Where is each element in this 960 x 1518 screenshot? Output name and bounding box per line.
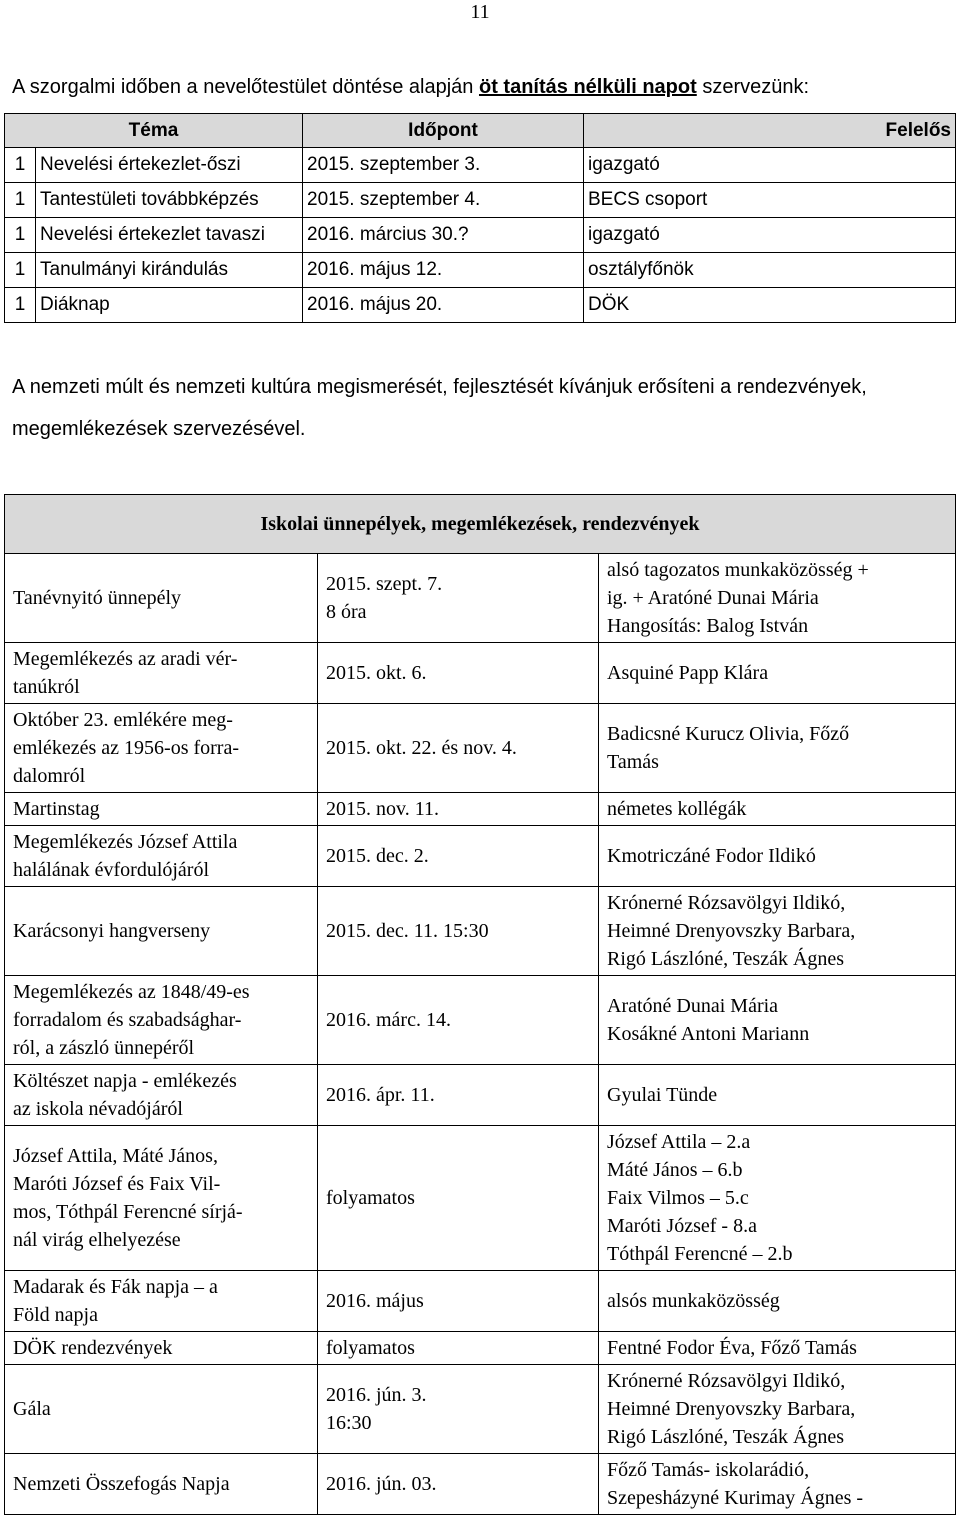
event-responsible-line: Kmotriczáné Fodor Ildikó	[607, 845, 816, 867]
event-responsible-line: alsó tagozatos munkaközösség +	[607, 559, 869, 581]
event-date-line: 2016. márc. 14.	[326, 1009, 451, 1031]
event-date-line: 2015. nov. 11.	[326, 798, 439, 820]
event-date-line: 2016. ápr. 11.	[326, 1084, 435, 1106]
header-responsible: Felelős	[584, 114, 956, 148]
event-responsible-line: Heimné Drenyovszky Barbara,	[607, 920, 856, 942]
event-date-cell	[318, 1454, 599, 1515]
event-row	[5, 1365, 956, 1454]
row-number: 1	[5, 218, 36, 253]
event-responsible-line: Máté János – 6.b	[607, 1159, 743, 1181]
event-name-line: tanúkról	[13, 676, 80, 698]
event-name-line: Megemlékezés József Attila	[13, 831, 238, 853]
event-name-cell	[5, 1454, 318, 1515]
row-topic: Tanulmányi kirándulás	[36, 253, 303, 288]
row-number: 1	[5, 253, 36, 288]
event-date-cell	[318, 826, 599, 887]
event-name-line: Megemlékezés az 1848/49-es	[13, 981, 250, 1003]
table-row	[5, 218, 956, 253]
table-row	[5, 148, 956, 183]
row-number: 1	[5, 288, 36, 323]
event-name-line: DÖK rendezvények	[13, 1337, 173, 1359]
row-responsible: osztályfőnök	[584, 253, 956, 288]
row-responsible: igazgató	[584, 218, 956, 253]
event-responsible-line: Rigó Lászlóné, Teszák Ágnes	[607, 1426, 845, 1448]
event-name-line: Nemzeti Összefogás Napja	[13, 1473, 230, 1495]
event-date-cell	[318, 1126, 599, 1271]
table-row	[5, 253, 956, 288]
event-name-line: dalomról	[13, 765, 86, 787]
event-responsible-line: Krónerné Rózsavölgyi Ildikó,	[607, 892, 846, 914]
event-name-line: forradalom és szabadsághar-	[13, 1009, 242, 1031]
events-table-title: Iskolai ünnepélyek, megemlékezések, rendezvények	[5, 495, 956, 554]
event-responsible-cell	[599, 976, 956, 1065]
event-responsible-cell	[599, 826, 956, 887]
event-name-line: Maróti József és Faix Vil-	[13, 1173, 221, 1195]
row-date: 2015. szeptember 3.	[303, 148, 584, 183]
event-responsible-cell	[599, 1065, 956, 1126]
event-responsible-line: Tamás	[607, 751, 659, 773]
event-date-line: 2015. okt. 6.	[326, 662, 427, 684]
event-responsible-line: József Attila – 2.a	[607, 1131, 751, 1153]
event-name-line: nál virág elhelyezése	[13, 1229, 181, 1251]
event-date-line: 8 óra	[326, 601, 367, 623]
event-responsible-line: Badicsné Kurucz Olivia, Főző	[607, 723, 850, 745]
event-responsible-line: Krónerné Rózsavölgyi Ildikó,	[607, 1370, 846, 1392]
header-topic: Téma	[5, 114, 303, 148]
intro-text-end: szervezünk:	[696, 76, 810, 98]
event-date-cell	[318, 976, 599, 1065]
event-row	[5, 826, 956, 887]
event-date-line: folyamatos	[326, 1187, 415, 1209]
event-date-cell	[318, 887, 599, 976]
row-topic: Tantestületi továbbképzés	[36, 183, 303, 218]
event-date-line: 2016. jún. 3.	[326, 1384, 427, 1406]
table-row	[5, 288, 956, 323]
event-name-cell	[5, 826, 318, 887]
row-topic: Diáknap	[36, 288, 303, 323]
event-name-cell	[5, 887, 318, 976]
event-date-line: 2015. okt. 22. és nov. 4.	[326, 737, 517, 759]
event-responsible-line: Gyulai Tünde	[607, 1084, 718, 1106]
event-date-line: 2015. dec. 11. 15:30	[326, 920, 489, 942]
event-responsible-line: Szepesházyné Kurimay Ágnes -	[607, 1487, 864, 1509]
event-name-cell	[5, 793, 318, 826]
event-name-line: mos, Tóthpál Ferencné sírjá-	[13, 1201, 243, 1223]
event-name-line: ról, a zászló ünnepéről	[13, 1037, 195, 1059]
event-row	[5, 1065, 956, 1126]
event-responsible-cell	[599, 1365, 956, 1454]
event-row	[5, 704, 956, 793]
event-row	[5, 1126, 956, 1271]
commemoration-paragraph: A nemzeti múlt és nemzeti kultúra megismerését, fejlesztését kívánjuk erősíteni a rendezvények, megemlékezések szervezésével.	[12, 376, 867, 440]
event-name-line: Október 23. emlékére meg-	[13, 709, 233, 731]
event-responsible-cell	[599, 554, 956, 643]
event-responsible-cell	[599, 643, 956, 704]
event-responsible-line: Maróti József - 8.a	[607, 1215, 757, 1237]
row-responsible: BECS csoport	[584, 183, 956, 218]
event-name-cell	[5, 704, 318, 793]
event-date-line: 2015. szept. 7.	[326, 573, 443, 595]
event-responsible-cell	[599, 887, 956, 976]
event-responsible-line: Asquiné Papp Klára	[607, 662, 769, 684]
event-date-cell	[318, 704, 599, 793]
row-date: 2016. május 12.	[303, 253, 584, 288]
event-row	[5, 643, 956, 704]
event-responsible-line: alsós munkaközösség	[607, 1290, 780, 1312]
event-name-cell	[5, 643, 318, 704]
event-date-line: 2016. május	[326, 1290, 424, 1312]
event-responsible-line: Fentné Fodor Éva, Főző Tamás	[607, 1337, 857, 1359]
event-date-line: 16:30	[326, 1412, 372, 1434]
table-row	[5, 183, 956, 218]
row-responsible: igazgató	[584, 148, 956, 183]
event-name-line: Martinstag	[13, 798, 100, 820]
event-date-cell	[318, 1065, 599, 1126]
row-responsible: DÖK	[584, 288, 956, 323]
row-date: 2016. május 20.	[303, 288, 584, 323]
event-responsible-line: Faix Vilmos – 5.c	[607, 1187, 749, 1209]
event-name-line: Föld napja	[13, 1304, 98, 1326]
event-responsible-line: Heimné Drenyovszky Barbara,	[607, 1398, 856, 1420]
event-name-cell	[5, 1332, 318, 1365]
event-name-cell	[5, 1126, 318, 1271]
event-responsible-cell	[599, 793, 956, 826]
event-date-cell	[318, 643, 599, 704]
event-row	[5, 1271, 956, 1332]
event-responsible-cell	[599, 1332, 956, 1365]
event-date-line: 2016. jún. 03.	[326, 1473, 437, 1495]
event-name-cell	[5, 976, 318, 1065]
events-table	[4, 494, 956, 1515]
row-date: 2015. szeptember 4.	[303, 183, 584, 218]
event-row	[5, 976, 956, 1065]
event-name-line: Gála	[13, 1398, 51, 1420]
event-responsible-line: Hangosítás: Balog István	[607, 615, 809, 637]
event-name-line: Madarak és Fák napja – a	[13, 1276, 218, 1298]
event-date-line: folyamatos	[326, 1337, 415, 1359]
event-name-cell	[5, 1065, 318, 1126]
event-name-line: Megemlékezés az aradi vér-	[13, 648, 238, 670]
intro-sentence	[12, 73, 952, 101]
header-date: Időpont	[303, 114, 584, 148]
event-responsible-line: Tóthpál Ferencné – 2.b	[607, 1243, 793, 1265]
event-responsible-cell	[599, 1454, 956, 1515]
event-date-cell	[318, 793, 599, 826]
event-responsible-line: Főző Tamás- iskolarádió,	[607, 1459, 810, 1481]
event-name-line: az iskola névadójáról	[13, 1098, 183, 1120]
row-topic: Nevelési értekezlet tavaszi	[36, 218, 303, 253]
event-name-line: emlékezés az 1956-os forra-	[13, 737, 239, 759]
event-name-cell	[5, 1271, 318, 1332]
event-row	[5, 554, 956, 643]
row-number: 1	[5, 148, 36, 183]
intro-text: A szorgalmi időben a nevelőtestület döntése alapján	[12, 76, 479, 98]
events-title-row	[5, 495, 956, 554]
event-row	[5, 1332, 956, 1365]
row-date: 2016. március 30.?	[303, 218, 584, 253]
event-responsible-line: Aratóné Dunai Mária	[607, 995, 779, 1017]
event-responsible-cell	[599, 704, 956, 793]
event-name-cell	[5, 554, 318, 643]
event-name-line: Tanévnyitó ünnepély	[13, 587, 181, 609]
row-number: 1	[5, 183, 36, 218]
event-row	[5, 1454, 956, 1515]
event-responsible-line: Kosákné Antoni Mariann	[607, 1023, 810, 1045]
event-responsible-cell	[599, 1126, 956, 1271]
event-name-line: Költészet napja - emlékezés	[13, 1070, 237, 1092]
event-date-cell	[318, 1332, 599, 1365]
event-responsible-line: németes kollégák	[607, 798, 747, 820]
event-responsible-line: ig. + Aratóné Dunai Mária	[607, 587, 819, 609]
event-name-line: halálának évfordulójáról	[13, 859, 210, 881]
event-responsible-cell	[599, 1271, 956, 1332]
event-row	[5, 887, 956, 976]
event-name-cell	[5, 1365, 318, 1454]
event-date-cell	[318, 1271, 599, 1332]
intro-highlight: öt tanítás nélküli napot	[478, 76, 697, 98]
event-name-line: József Attila, Máté János,	[13, 1145, 218, 1167]
event-date-cell	[318, 1365, 599, 1454]
event-name-line: Karácsonyi hangverseny	[13, 920, 211, 942]
event-row	[5, 793, 956, 826]
page-number: 11	[470, 1, 490, 23]
non-teaching-days-table	[4, 113, 956, 323]
row-topic: Nevelési értekezlet-őszi	[36, 148, 303, 183]
event-date-cell	[318, 554, 599, 643]
event-date-line: 2015. dec. 2.	[326, 845, 429, 867]
table-header-row	[5, 114, 956, 148]
event-responsible-line: Rigó Lászlóné, Teszák Ágnes	[607, 948, 845, 970]
